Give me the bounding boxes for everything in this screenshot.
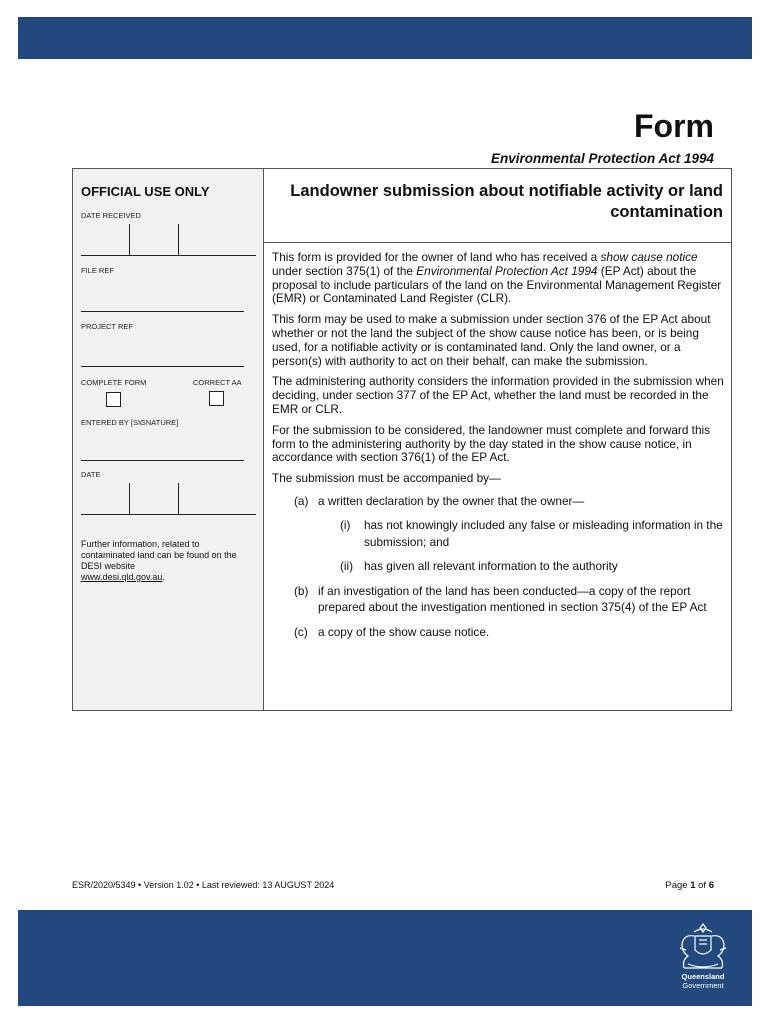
project-ref-label: PROJECT REF [81, 322, 133, 331]
further-info-text: Further information, related to contaminated land can be found on the DESI website [81, 539, 237, 571]
list-marker: (a) [294, 493, 309, 508]
date-divider-1 [129, 483, 130, 515]
consideration-paragraph: The administering authority considers the information provided in the submission when deciding, under section 377 of the EP Act, whether the land must be recorded in the EMR or CLR. [272, 374, 724, 416]
date-label: DATE [81, 470, 101, 479]
intro-text-1: This form is provided for the owner of land who has received a [272, 250, 601, 264]
list-marker: (ii) [340, 559, 354, 574]
page-number [665, 880, 714, 891]
date-divider-2 [178, 483, 179, 515]
date-field[interactable] [81, 514, 256, 515]
list-text: has not knowingly included any false or misleading information in the submission; and [364, 518, 723, 549]
further-info-period: . [162, 572, 165, 582]
list-item [272, 517, 724, 550]
form-title: Form [634, 108, 714, 144]
list-marker: (c) [294, 624, 308, 639]
instructions-text [272, 251, 724, 648]
date-received-field[interactable] [81, 255, 256, 256]
list-text: a written declaration by the owner that the owner— [318, 493, 585, 508]
accompanied-paragraph: The submission must be accompanied by— [272, 471, 501, 486]
official-use-panel [73, 169, 264, 710]
entered-by-field[interactable] [81, 460, 244, 461]
logo-line-queensland: Queensland [681, 972, 725, 981]
list-text: a copy of the show cause notice. [318, 624, 490, 639]
date-received-divider-2 [178, 224, 179, 256]
usage-paragraph: This form may be used to make a submission under section 376 of the EP Act about whether or not the land the subject of the show cause notice has been, or is being used, for a notifiable activity or is contaminated land. Only the land owner, or a person(s) with authority to act on their behalf, can make the submission. [272, 312, 711, 368]
official-use-title: OFFICIAL USE ONLY [81, 184, 210, 199]
intro-text-show-cause: show cause notice [600, 250, 698, 264]
list-item [272, 583, 724, 616]
further-info [81, 539, 256, 583]
page-total: 6 [708, 880, 714, 891]
entered-by-label: ENTERED BY [SIGNATURE] [81, 418, 179, 427]
document-reference: ESR/2020/5349 • Version 1.02 • Last reviewed: 13 AUGUST 2024 [72, 880, 335, 890]
deadline-paragraph: For the submission to be considered, the landowner must complete and forward this form to the administering authority by the day stated in the show cause notice, in accordance with section 376(1) of the EP Act. [272, 422, 711, 465]
file-ref-label: FILE REF [81, 266, 114, 275]
date-received-divider-1 [129, 224, 130, 256]
act-subtitle: Environmental Protection Act 1994 [490, 151, 714, 166]
intro-text-act: Environmental Protection Act 1994 [416, 263, 598, 278]
list-item [272, 624, 724, 641]
list-marker: (i) [340, 518, 351, 533]
correct-aa-checkbox[interactable] [209, 391, 224, 406]
list-text: if an investigation of the land has been conducted—a copy of the report prepared about the investigation mentioned in section 375(4) of the EP Act [318, 583, 707, 615]
list-text: has given all relevant information to the authority [364, 559, 618, 574]
document-title: Landowner submission about notifiable activity or land contamination [290, 182, 723, 221]
intro-text-2: under section 375(1) of the [272, 263, 417, 278]
footer-band [18, 910, 752, 1006]
list-marker: (b) [294, 583, 309, 598]
form-frame [72, 168, 732, 711]
intro-paragraph [272, 251, 724, 306]
list-item [272, 493, 724, 510]
desi-website-link[interactable]: www.desi.qld.gov.au [81, 572, 163, 582]
date-received-label: DATE RECEIVED [81, 211, 141, 220]
file-ref-field[interactable] [81, 311, 244, 312]
correct-aa-label: CORRECT AA [193, 378, 242, 387]
logo-line-government: Government [682, 981, 724, 990]
title-cell [264, 169, 731, 243]
complete-form-checkbox[interactable] [106, 392, 121, 407]
page-word: Page [665, 880, 691, 891]
page-current: 1 [690, 880, 696, 891]
header-band [18, 17, 752, 59]
intro-text-3: (EP Act) about the proposal to include particulars of the land on the Environmental Management Register (EMR) or Contaminated Land Register (CLR). [272, 263, 722, 306]
complete-form-label: COMPLETE FORM [81, 378, 147, 387]
queensland-government-logo [664, 972, 742, 990]
instructions-cell [264, 243, 731, 710]
list-item [272, 558, 724, 575]
page-of: of [695, 880, 709, 891]
requirements-list [272, 493, 724, 641]
project-ref-field[interactable] [81, 366, 244, 367]
